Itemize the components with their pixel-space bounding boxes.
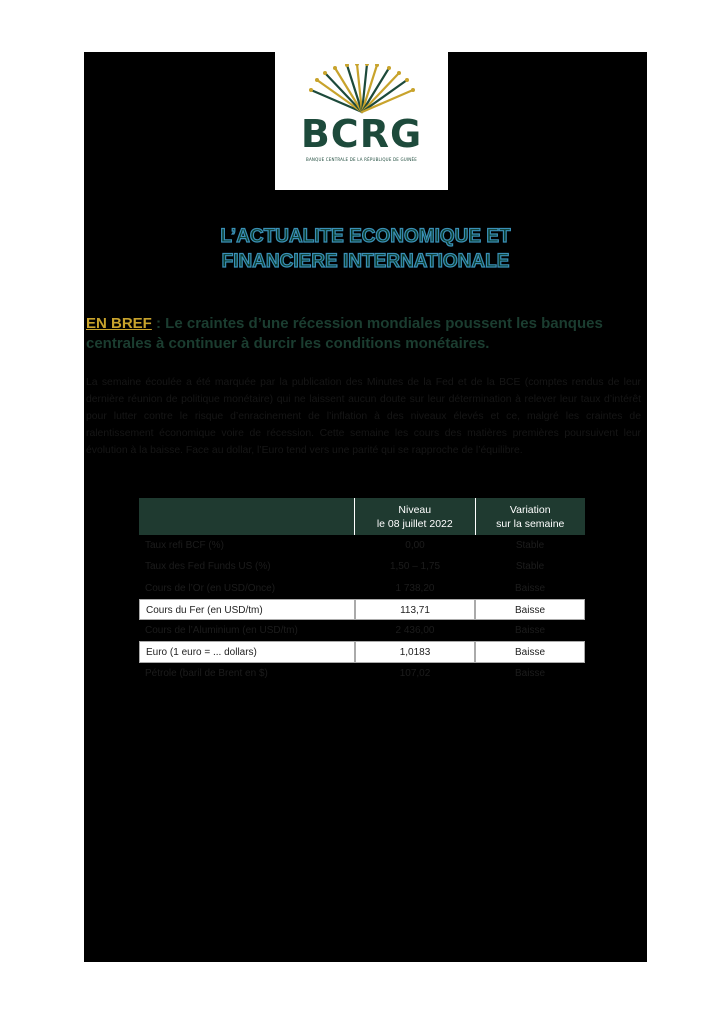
sunburst-emblem-icon (297, 64, 427, 114)
row-level: 107,02 (399, 667, 431, 679)
row-variation: Stable (515, 561, 545, 573)
row-label: Pétrole (baril de Brent en $) (145, 667, 268, 679)
page-title (84, 224, 647, 274)
header-cell-indicator (139, 498, 354, 535)
row-label: Cours de l’Or (en USD/Once) (145, 582, 276, 594)
table-row (139, 578, 585, 599)
table-body (139, 535, 585, 684)
row-label: Euro (1 euro = ... dollars) (139, 641, 355, 662)
table-row (139, 556, 585, 577)
indicators-table (139, 498, 585, 684)
row-label: Taux refi BCF (%) (145, 540, 224, 551)
row-level: 1,50 – 1,75 (389, 561, 441, 573)
row-level: 1,0183 (355, 641, 475, 662)
bcrg-logo (275, 52, 448, 190)
row-variation: Stable (515, 540, 545, 551)
en-bref-text: : Le craintes d’une récession mondiales poussent les banques centrales à continuer à durcir les conditions monétaires. (86, 315, 603, 352)
logo-wordmark: BCRG (300, 112, 423, 156)
title-line-1: L’ACTUALITE ECONOMIQUE ET (220, 226, 511, 247)
header-cell-level: Niveau le 08 juillet 2022 (354, 498, 475, 535)
row-label: Cours de l’Aluminium (en USD/tm) (145, 625, 298, 637)
body-paragraph: La semaine écoulée a été marquée par la publication des Minutes de la Fed et de la BCE (comptes rendus de leur dernière réunion de politique monétaire) qui ne laissent aucun doute sur leur détermination à relever leur taux d’intérêt pour lutter contre le risque d’enracinement de l’inflation à des niveaux élevés et ce, malgré les craintes de ralentissement économique voire de récession. Cette semaine les cours des matières premières poursuivent leur évolution à la baisse. Face au dollar, l’Euro tend vers une parité qui se rapproche de l’équilibre. (86, 377, 641, 456)
logo-subtitle: BANQUE CENTRALE DE LA RÉPUBLIQUE DE GUINÉE (306, 157, 417, 162)
title-line-2: FINANCIERE INTERNATIONALE (221, 251, 510, 272)
table-row (139, 663, 585, 684)
row-label: Cours du Fer (en USD/tm) (139, 599, 355, 620)
row-variation: Baisse (475, 599, 585, 620)
en-bref-heading (86, 314, 634, 354)
row-level: 0,00 (405, 540, 425, 551)
table-header (139, 498, 585, 535)
row-level: 1 738,20 (395, 582, 435, 594)
document-page (84, 52, 647, 962)
row-level: 113,71 (355, 599, 475, 620)
row-label: Taux des Fed Funds US (%) (145, 561, 271, 573)
table-row (139, 599, 585, 620)
row-variation: Baisse (475, 641, 585, 662)
row-variation: Baisse (514, 667, 545, 679)
en-bref-label: EN BREF (86, 315, 152, 332)
header-cell-variation: Variation sur la semaine (496, 503, 565, 530)
row-level: 2 436,00 (395, 625, 435, 637)
row-variation: Baisse (514, 582, 545, 594)
row-variation: Baisse (514, 625, 545, 637)
table-row (139, 535, 585, 556)
table-row (139, 620, 585, 641)
table-row (139, 641, 585, 662)
